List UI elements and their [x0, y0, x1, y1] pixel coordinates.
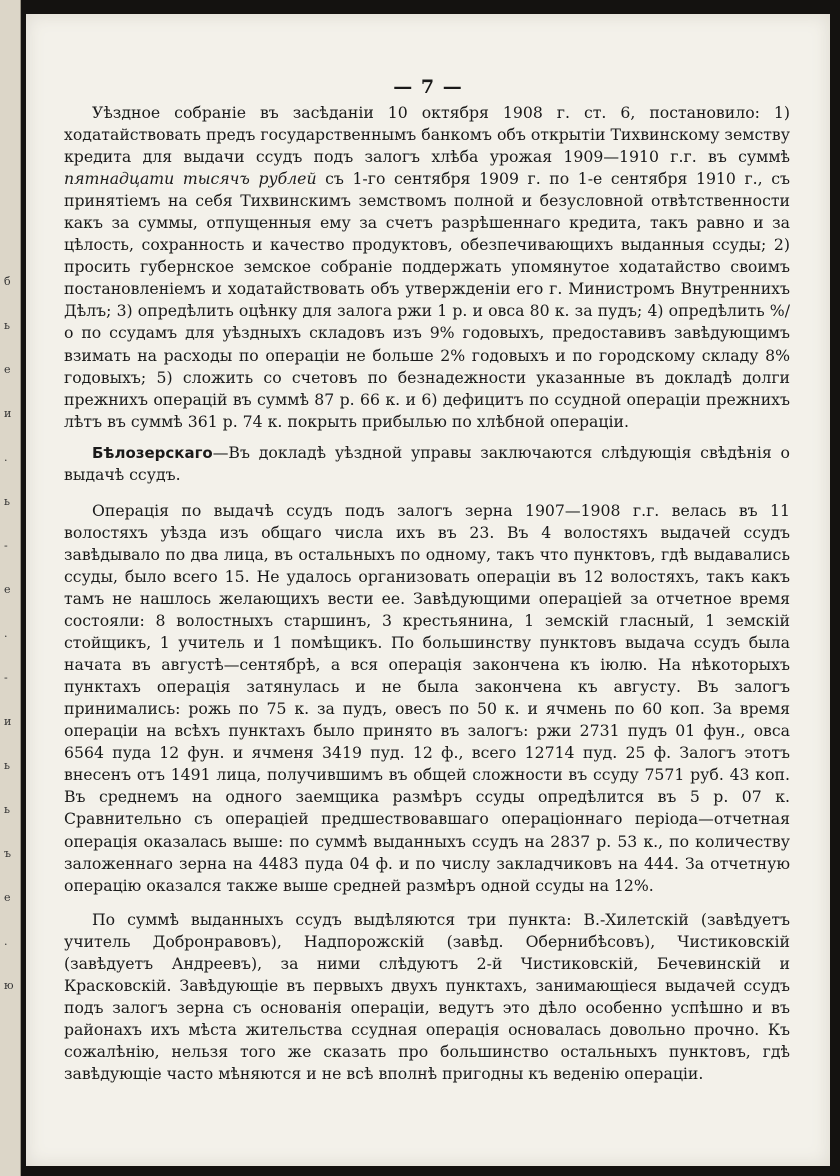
paragraph-loan-operation: Операція по выдачѣ ссудъ подъ залогъ зерна 1907—1908 г.г. велась въ 11 волостяхъ уѣзда изъ общаго числа ихъ въ 23. Въ 4 волостяхъ выдачей ссудъ завѣдывало по два лица, въ остальныхъ по одному, такъ что пунктовъ, гдѣ выдавались ссуды, было всего 15. Не удалось организовать операціи въ 12 волостяхъ, такъ какъ тамъ не нашлось желающихъ вести ее. Завѣдующими операціей за отчетное время состояли: 8 волостныхъ старшинъ, 3 крестьянина, 1 земскій гласный, 1 земскій стойщикъ, 1 учитель и 1 помѣщикъ. По большинству пунктовъ выдача ссудъ была начата въ августѣ—сентябрѣ, а вся операція закончена къ іюлю. На нѣкоторыхъ пунктахъ операція затянулась и не была закончена къ августу. Въ залогъ принимались: рожь по 75 к. за пудъ, овесъ по 50 к. и ячмень по 60 коп. За время операціи на всѣхъ пунктахъ было принято въ залогъ: ржи 2731 пудъ 01 фун., овса 6564 пуда 12 фун. и ячменя 3419 пуд. 12 ф., всего 12714 пуд. 25 ф. Залогъ этотъ внесенъ отъ 1491 лица, получившимъ въ общей сложности въ ссуду 7571 руб. 43 коп. Въ среднемъ на одного заемщика размѣръ ссуды опредѣлится въ 5 р. 07 к. Сравнительно съ операціей предшествовавшаго операціоннаго періода—отчетная операція оказалась выше: по суммѣ выданныхъ ссудъ на 2837 р. 53 к., по количеству заложеннаго зерна на 4483 пуда 04 ф. и по числу закладчиковъ на 444. За отчетную операцію оказался также выше средней размѣръ одной ссуды на 12%.	[64, 500, 790, 895]
paragraph-belozersk-intro	[64, 442, 790, 486]
paragraph-resolution-italic: пятнадцати тысячъ рублей	[64, 169, 317, 189]
paragraph-resolution-part-1: Уѣздное собраніе въ засѣданіи 10 октября 1908 г. ст. 6, постановило: 1) ходатайствовать предъ государственнымъ банкомъ объ открытіи Тихвинскому земству кредита для выдачи ссудъ подъ залогъ хлѣба урожая 1909—1910 г.г. въ суммѣ	[64, 103, 790, 167]
paragraph-resolution	[64, 102, 790, 433]
body-text	[64, 102, 790, 1085]
adjacent-page-edge	[0, 0, 21, 1176]
paragraph-loan-points: По суммѣ выданныхъ ссудъ выдѣляются три пункта: В.-Хилетскій (завѣдуетъ учитель Добронравовъ), Надпорожскій (завѣд. Обернибѣсовъ), Чистиковскій (завѣдуетъ Андреевъ), за ними слѣдуютъ 2-й Чистиковскій, Бечевинскій и Красковскій. Завѣдующіе въ первыхъ двухъ пунктахъ, занимающіеся выдачей ссудъ подъ залогъ зерна съ основанія операціи, ведутъ это дѣло особенно успѣшно и въ районахъ ихъ мѣста жительства ссудная операція основалась довольно прочно. Къ сожалѣнію, нельзя того же сказать про большинство остальныхъ пунктовъ, гдѣ завѣдующіе часто мѣняются и не всѣ вполнѣ пригодны къ веденію операціи.	[64, 909, 790, 1083]
document-page	[26, 14, 830, 1166]
adjacent-page-characters: б ь е и . ь - е . - и ь ь ъ е . ю	[4, 275, 14, 992]
section-heading-belozersk: Бѣлозерскаго	[92, 443, 213, 462]
paragraph-belozersk-intro-text: —Въ докладѣ уѣздной управы заключаются слѣдующія свѣдѣнія о выдачѣ ссудъ.	[64, 442, 790, 484]
paragraph-resolution-part-2: съ 1-го сентября 1909 г. по 1-е сентября 1910 г., съ принятіемъ на себя Тихвинскимъ земствомъ полной и безусловной отвѣтственности какъ за суммы, отпущенныя ему за счетъ разрѣшеннаго кредита, такъ равно и за цѣлость, сохранность и качество продуктовъ, обезпечивающихъ выданныя ссуды; 2) просить губернское земское собраніе поддержать упомянутое ходатайство своимъ постановленіемъ и ходатайствовать объ утвержденіи его г. Министромъ Внутреннихъ Дѣлъ; 3) опредѣлить оцѣнку для залога ржи 1 р. и овса 80 к. за пудъ; 4) опредѣлить %/о по ссудамъ для уѣздныхъ складовъ изъ 9% годовыхъ, предоставивъ завѣдующимъ взимать на расходы по операціи не больше 2% годовыхъ и по городскому складу 8% годовыхъ; 5) сложить со счетовъ по безнадежности указанные въ докладѣ долги прежнихъ операцій въ суммѣ 87 р. 66 к. и 6) дефицитъ по ссудной операціи прежнихъ лѣтъ въ суммѣ 361 р. 74 к. покрыть прибылью по хлѣбной операціи.	[64, 169, 790, 431]
page-number: — 7 —	[393, 76, 463, 98]
